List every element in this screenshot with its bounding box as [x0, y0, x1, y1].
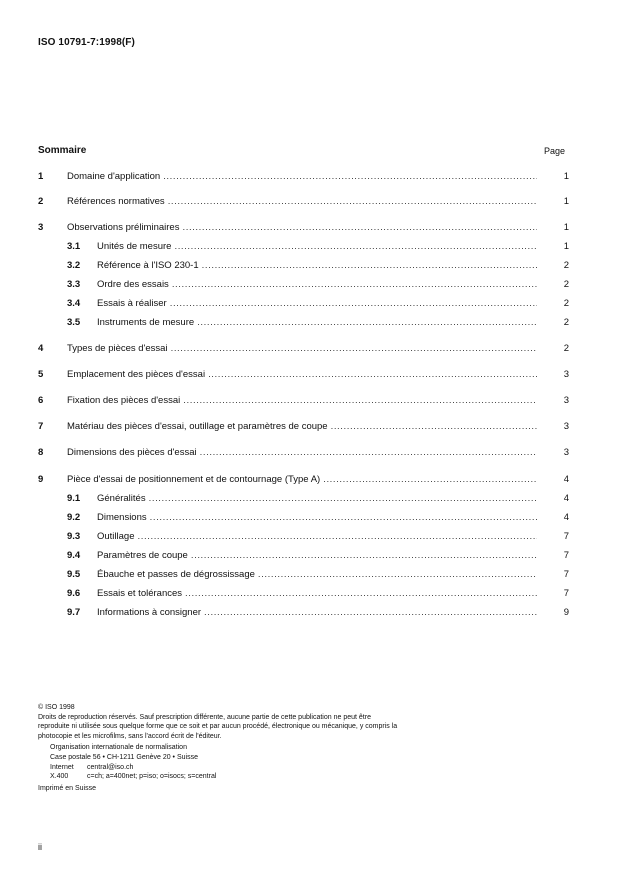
toc-entry-page: 7: [563, 588, 569, 599]
toc-entry-page: 4: [563, 512, 569, 523]
toc-entry-label: Ordre des essais: [97, 279, 169, 290]
toc-entry-label: Pièce d'essai de positionnement et de contournage (Type A): [67, 474, 321, 485]
toc-entry-leader: [97, 492, 537, 506]
toc-entry[interactable]: [0, 473, 619, 487]
toc-entry-number: 9.4: [67, 550, 81, 561]
rights-statement: Droits de reproduction réservés. Sauf prescription différente, aucune partie de cette publication ne peut être reproduite ni utilisée sous quelque forme que ce soit et par aucun procédé, électronique ou mécanique, y compris la photocopie et les microfilms, sans l'accord écrit de l'éditeur.: [38, 713, 398, 740]
dot-leader: [197, 316, 537, 330]
toc-entry-page: 7: [563, 569, 569, 580]
toc-entry-leader: [67, 170, 537, 184]
toc-entry-page: 3: [563, 447, 569, 458]
x400-row: [50, 772, 398, 782]
toc-entry-number: 9.1: [67, 493, 81, 504]
toc-entry-number: 9.2: [67, 512, 81, 523]
toc-subentry[interactable]: [0, 511, 619, 525]
dot-leader: [323, 473, 537, 487]
toc-entry-page: 3: [563, 369, 569, 380]
toc-entry-leader: [67, 195, 537, 209]
toc-entry-label: Essais et tolérances: [97, 588, 183, 599]
publisher-address: [50, 743, 398, 781]
dot-leader: [168, 195, 537, 209]
toc-entry-number: 3.4: [67, 298, 81, 309]
toc-subentry[interactable]: [0, 259, 619, 273]
toc-entry-number: 1: [38, 171, 44, 182]
toc-entry-label: Informations à consigner: [97, 607, 202, 618]
toc-entry-label: Paramètres de coupe: [97, 550, 188, 561]
dot-leader: [182, 221, 537, 235]
printed-in: Imprimé en Suisse: [38, 784, 96, 792]
dot-leader: [163, 170, 537, 184]
dot-leader: [331, 420, 537, 434]
toc-entry-leader: [97, 316, 537, 330]
internet-label: Internet: [50, 763, 74, 771]
copyright-notice: [38, 703, 398, 793]
toc-entry-label: Référence à l'ISO 230-1: [97, 260, 199, 271]
toc-entry[interactable]: [0, 446, 619, 460]
toc-entry-number: 9.6: [67, 588, 81, 599]
toc-subentry[interactable]: [0, 568, 619, 582]
toc-entry-number: 3.1: [67, 241, 81, 252]
toc-entry-page: 3: [563, 395, 569, 406]
toc-entry-number: 3: [38, 222, 44, 233]
toc-entry-number: 5: [38, 369, 44, 380]
toc-subentry[interactable]: [0, 549, 619, 563]
organisation-name: Organisation internationale de normalisation: [50, 744, 187, 752]
toc-entry-leader: [67, 473, 537, 487]
toc-entry[interactable]: [0, 221, 619, 235]
toc-entry-number: 4: [38, 343, 44, 354]
toc-entry-label: Types de pièces d'essai: [67, 343, 168, 354]
x400-label: X.400: [50, 773, 69, 781]
dot-leader: [191, 549, 537, 563]
toc-entry-leader: [97, 568, 537, 582]
dot-leader: [150, 511, 537, 525]
toc-entry-number: 6: [38, 395, 44, 406]
toc-entry-page: 4: [563, 493, 569, 504]
toc-entry-leader: [67, 368, 537, 382]
toc-entry-number: 3.5: [67, 317, 81, 328]
toc-entry-page: 3: [563, 421, 569, 432]
toc-subentry[interactable]: [0, 316, 619, 330]
toc-entry-leader: [67, 446, 537, 460]
x400-value: c=ch; a=400net; p=iso; o=isocs; s=central: [87, 773, 217, 781]
toc-entry-page: 2: [563, 260, 569, 271]
toc-entry-number: 2: [38, 196, 44, 207]
toc-entry-label: Essais à réaliser: [97, 298, 167, 309]
toc-entry[interactable]: [0, 170, 619, 184]
toc-entry-label: Ébauche et passes de dégrossissage: [97, 569, 255, 580]
toc-entry-number: 3.3: [67, 279, 81, 290]
dot-leader: [202, 259, 537, 273]
toc-entry-label: Dimensions: [97, 512, 147, 523]
toc-entry-label: Références normatives: [67, 196, 165, 207]
dot-leader: [172, 278, 537, 292]
internet-value: central@iso.ch: [87, 763, 134, 771]
toc-entry-page: 9: [563, 607, 569, 618]
toc-entry-page: 2: [563, 279, 569, 290]
toc-entry-number: 3.2: [67, 260, 81, 271]
postal-address: Case postale 56 • CH-1211 Genève 20 • Suisse: [50, 753, 198, 761]
toc-entry-number: 9.7: [67, 607, 81, 618]
toc-entry-label: Domaine d'application: [67, 171, 161, 182]
toc-entry-page: 4: [563, 474, 569, 485]
page-number: ii: [38, 842, 42, 852]
internet-row: [50, 763, 398, 773]
dot-leader: [183, 394, 537, 408]
toc-entry-label: Matériau des pièces d'essai, outillage et paramètres de coupe: [67, 421, 328, 432]
toc-entry-page: 2: [563, 317, 569, 328]
toc-entry-number: 7: [38, 421, 44, 432]
dot-leader: [185, 587, 537, 601]
toc-entry-number: 9: [38, 474, 44, 485]
toc-entry-leader: [97, 530, 537, 544]
toc-entry[interactable]: [0, 420, 619, 434]
toc-entry-number: 9.5: [67, 569, 81, 580]
dot-leader: [170, 297, 537, 311]
toc-entry-page: 1: [563, 171, 569, 182]
toc-entry[interactable]: [0, 342, 619, 356]
toc-page-column-label: Page: [544, 146, 566, 156]
dot-leader: [149, 492, 537, 506]
toc-subentry[interactable]: [0, 606, 619, 620]
toc-entry-number: 8: [38, 447, 44, 458]
toc-entry-page: 7: [563, 531, 569, 542]
toc-entry-number: 9.3: [67, 531, 81, 542]
toc-title: Sommaire: [38, 145, 87, 156]
toc-entry-leader: [97, 278, 537, 292]
toc-entry-label: Dimensions des pièces d'essai: [67, 447, 197, 458]
dot-leader: [200, 446, 537, 460]
toc-entry[interactable]: [0, 394, 619, 408]
toc-entry-leader: [97, 587, 537, 601]
dot-leader: [204, 606, 537, 620]
toc-entry-page: 2: [563, 298, 569, 309]
toc-entry-leader: [67, 221, 537, 235]
toc-entry-page: 1: [563, 222, 569, 233]
toc-subentry[interactable]: [0, 587, 619, 601]
toc-entry-leader: [97, 240, 537, 254]
toc-entry-leader: [97, 606, 537, 620]
toc-entry-label: Observations préliminaires: [67, 222, 180, 233]
toc-entry-page: 1: [563, 196, 569, 207]
toc-entry-leader: [97, 259, 537, 273]
toc-entry-leader: [97, 511, 537, 525]
toc-entry[interactable]: [0, 195, 619, 209]
toc-subentry[interactable]: [0, 240, 619, 254]
toc-entry-label: Instruments de mesure: [97, 317, 195, 328]
toc-subentry[interactable]: [0, 278, 619, 292]
toc-entry-label: Outillage: [97, 531, 135, 542]
toc-entry-page: 2: [563, 343, 569, 354]
dot-leader: [171, 342, 537, 356]
dot-leader: [138, 530, 538, 544]
toc-subentry[interactable]: [0, 530, 619, 544]
copyright-line: © ISO 1998: [38, 704, 75, 711]
toc-entry-label: Emplacement des pièces d'essai: [67, 369, 206, 380]
document-id: ISO 10791-7:1998(F): [38, 37, 135, 48]
toc-entry-label: Fixation des pièces d'essai: [67, 395, 181, 406]
toc-entry-label: Généralités: [97, 493, 146, 504]
toc-entry-leader: [67, 420, 537, 434]
toc-entry-label: Unités de mesure: [97, 241, 172, 252]
toc-entry-leader: [97, 297, 537, 311]
dot-leader: [208, 368, 537, 382]
toc-entry-page: 1: [563, 241, 569, 252]
dot-leader: [258, 568, 537, 582]
toc-entry-leader: [67, 342, 537, 356]
toc-entry-page: 7: [563, 550, 569, 561]
toc-subentry[interactable]: [0, 297, 619, 311]
toc-entry-leader: [67, 394, 537, 408]
dot-leader: [174, 240, 537, 254]
toc-entry[interactable]: [0, 368, 619, 382]
toc-entry-leader: [97, 549, 537, 563]
toc-subentry[interactable]: [0, 492, 619, 506]
